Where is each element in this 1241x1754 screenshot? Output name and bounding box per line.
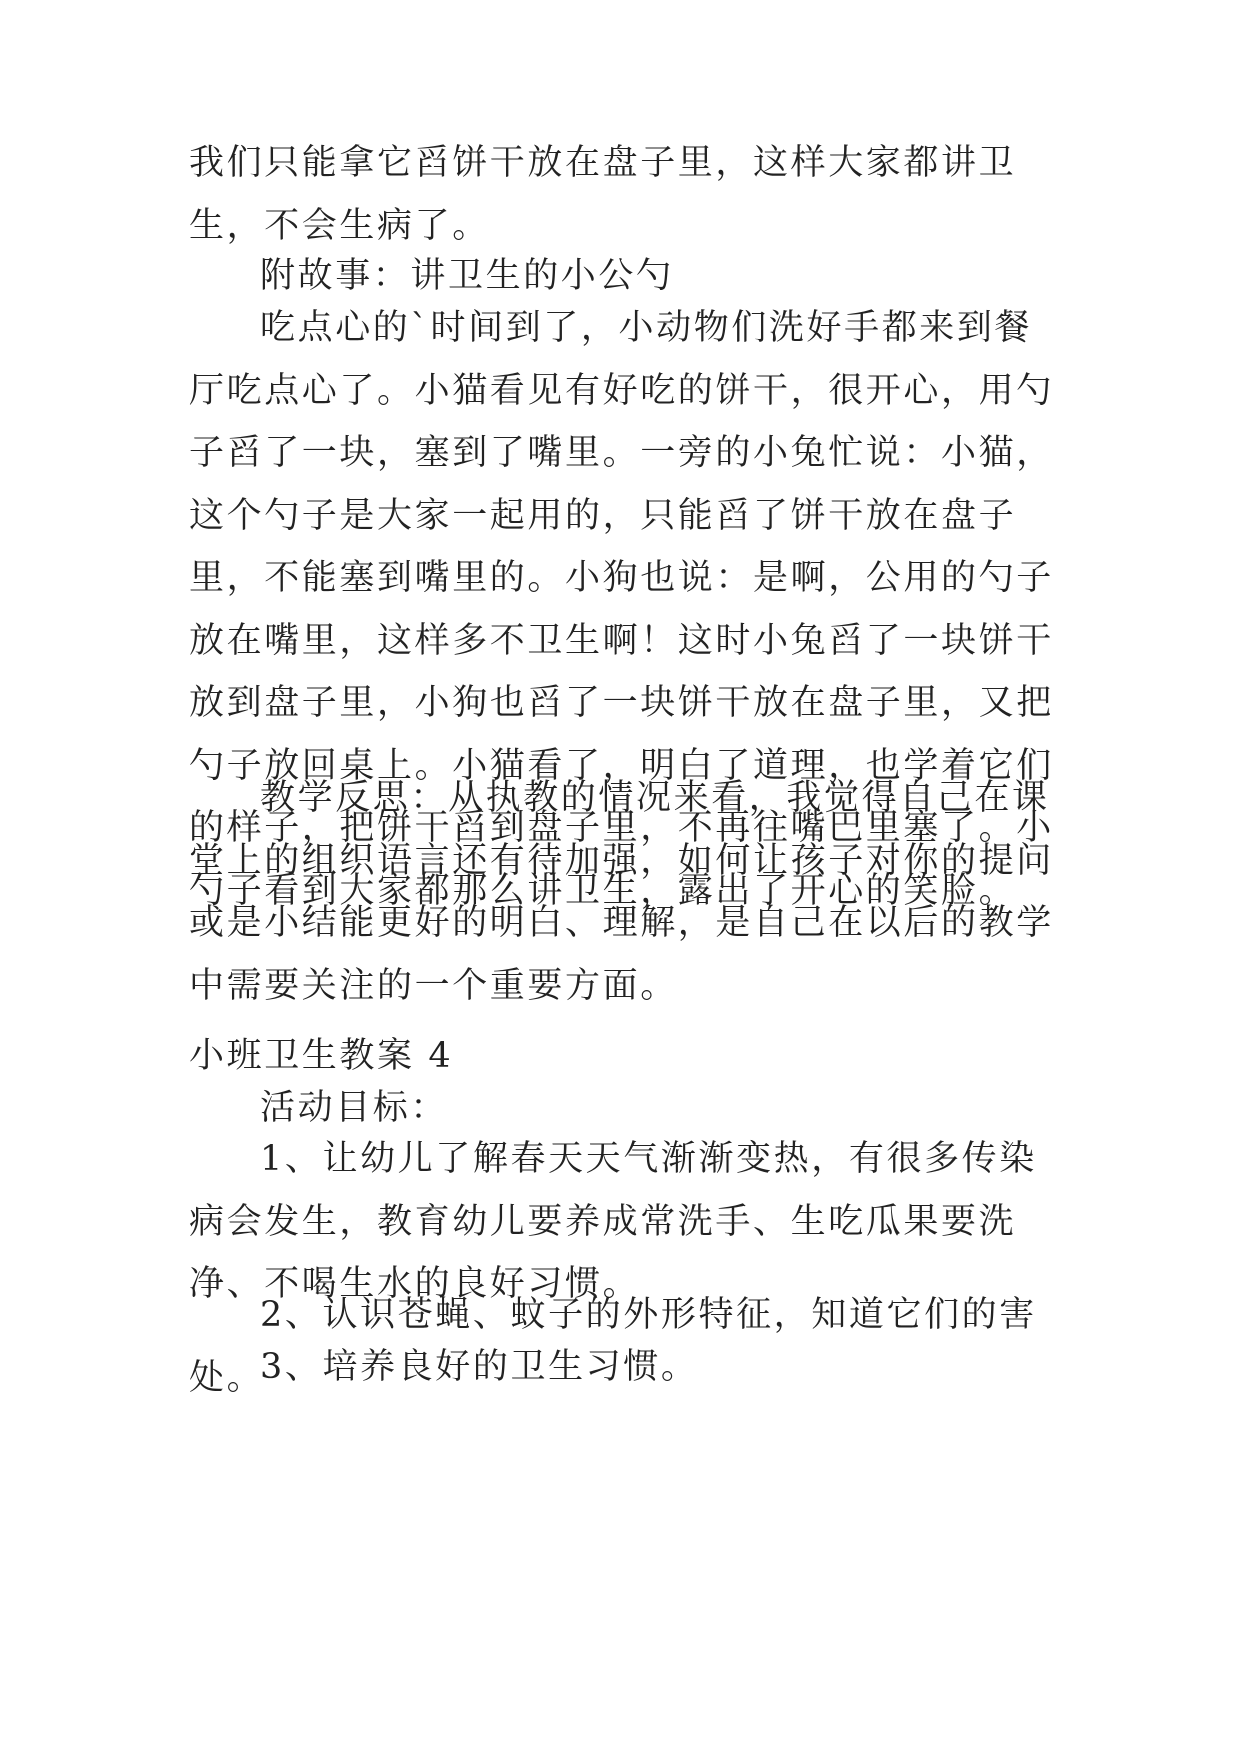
paragraph-continuation: 我们只能拿它舀饼干放在盘子里，这样大家都讲卫生，不会生病了。 [189,143,1017,246]
paragraph-goals-label: 活动目标： [260,1088,449,1128]
paragraph-goal-1: 1、让幼儿了解春天天气渐渐变热，有很多传染病会发生，教育幼儿要养成常洗手、生吃瓜果要洗净、不喝生水的良好习惯。 [189,1139,1037,1304]
paragraph-story-body: 吃点心的`时间到了，小动物们洗好手都来到餐厅吃点心了。小猫看见有好吃的饼干，很开心，用勺子舀了一块，塞到了嘴里。一旁的小兔忙说：小猫，这个勺子是大家一起用的，只能舀了饼干放在盘子里，不能塞到嘴里的。小狗也说：是啊，公用的勺子放在嘴里，这样多不卫生啊！这时小兔舀了一块饼干放到盘子里，小狗也舀了一块饼干放在盘子里，又把勺子放回桌上。小猫看了，明白了道理，也学着它们的样子，把饼干舀到盘子里，不再往嘴巴里塞了。小勺子看到大家都那么讲卫生，露出了开心的笑脸。 [189,308,1054,911]
paragraph-goal-3: 3、培养良好的卫生习惯。 [260,1347,699,1387]
paragraph-reflection: 教学反思：从执教的情况来看，我觉得自己在课堂上的组织语言还有待加强，如何让孩子对你的提问或是小结能更好的明白、理解，是自己在以后的教学中需要关注的一个重要方面。 [189,778,1054,1006]
paragraph-goal-2: 2、认识苍蝇、蚊子的外形特征，知道它们的害处。 [189,1295,1037,1398]
section-heading: 小班卫生教案 4 [189,1036,454,1076]
paragraph-story-title: 附故事：讲卫生的小公勺 [260,256,674,296]
